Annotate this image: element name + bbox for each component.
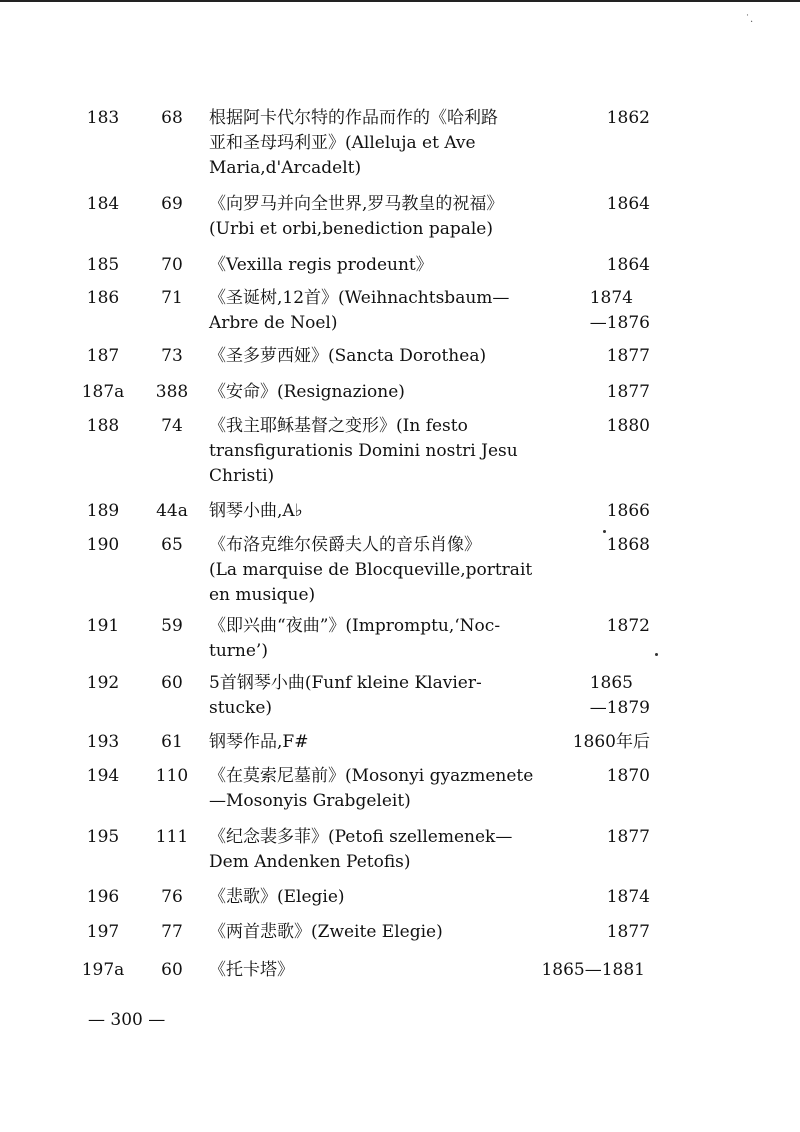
work-title: 《即兴曲“夜曲”》(Impromptu,‘Noc- turne’) — [209, 616, 501, 661]
work-title: 5首钢琴小曲(Funf kleine Klavier- stucke) — [209, 673, 482, 718]
catalog-number: 188 — [86, 416, 120, 436]
work-title: 《安命》(Resignazione) — [209, 382, 405, 402]
work-date: 1864 — [606, 255, 650, 275]
work-title: 《圣诞树,12首》(Weihnachtsbaum— Arbre de Noel) — [209, 288, 510, 333]
secondary-number: 388 — [155, 382, 189, 402]
catalog-number: 196 — [86, 887, 120, 907]
catalog-number: 193 — [86, 732, 120, 752]
catalog-number: 192 — [86, 673, 120, 693]
work-date: 1865—1881 — [541, 960, 645, 980]
secondary-number: 74 — [161, 416, 183, 436]
secondary-number: 68 — [161, 108, 183, 128]
work-date: 1870 — [606, 766, 650, 786]
catalog-number: 197a — [81, 960, 125, 980]
secondary-number: 60 — [161, 960, 183, 980]
catalog-number: 189 — [86, 501, 120, 521]
work-date: 1877 — [606, 827, 650, 847]
work-title: 《布洛克维尔侯爵夫人的音乐肖像》 (La marquise de Blocqueville,portrait en musique) — [209, 535, 533, 605]
work-title: 钢琴小曲,A♭ — [209, 501, 303, 521]
secondary-number: 59 — [161, 616, 183, 636]
secondary-number: 73 — [161, 346, 183, 366]
secondary-number: 65 — [161, 535, 183, 555]
secondary-number: 76 — [161, 887, 183, 907]
catalog-number: 185 — [86, 255, 120, 275]
work-title: 钢琴作品,F# — [209, 732, 309, 752]
work-date: 1866 — [606, 501, 650, 521]
catalog-number: 190 — [86, 535, 120, 555]
catalog-number: 187 — [86, 346, 120, 366]
secondary-number: 60 — [161, 673, 183, 693]
work-date: 1877 — [606, 922, 650, 942]
secondary-number: 69 — [161, 194, 183, 214]
work-title: 《纪念裴多菲》(Petofi szellemenek— Dem Andenken Petofis) — [209, 827, 513, 872]
scan-speck — [655, 653, 658, 656]
secondary-number: 44a — [156, 501, 188, 521]
secondary-number: 110 — [155, 766, 189, 786]
work-title: 《向罗马并向全世界,罗马教皇的祝福》 (Urbi et orbi,benediction papale) — [209, 194, 504, 239]
catalog-number: 186 — [86, 288, 120, 308]
top-rule — [0, 0, 800, 2]
work-date: 1864 — [606, 194, 650, 214]
work-date: 1865 —1879 — [589, 673, 650, 718]
work-title: 《我主耶稣基督之变形》(In festo transfigurationis Domini nostri Jesu Christi) — [209, 416, 518, 486]
work-date: 1860年后 — [572, 732, 650, 752]
work-title: 《在莫索尼墓前》(Mosonyi gyazmenete —Mosonyis Grabgeleit) — [209, 766, 534, 811]
work-title: 《两首悲歌》(Zweite Elegie) — [209, 922, 443, 942]
work-date: 1872 — [606, 616, 650, 636]
catalog-number: 191 — [86, 616, 120, 636]
catalog-number: 195 — [86, 827, 120, 847]
catalog-number: 194 — [86, 766, 120, 786]
catalog-number: 183 — [86, 108, 120, 128]
work-title: 《圣多萝西娅》(Sancta Dorothea) — [209, 346, 487, 366]
secondary-number: 77 — [161, 922, 183, 942]
work-date: 1868 — [606, 535, 650, 555]
work-date: 1880 — [606, 416, 650, 436]
secondary-number: 61 — [161, 732, 183, 752]
scan-speck — [603, 530, 606, 533]
work-title: 《Vexilla regis prodeunt》 — [209, 255, 433, 275]
scan-speck: ˙. — [745, 14, 754, 25]
work-title: 《悲歌》(Elegie) — [209, 887, 345, 907]
work-date: 1877 — [606, 382, 650, 402]
secondary-number: 70 — [161, 255, 183, 275]
work-date: 1877 — [606, 346, 650, 366]
catalog-number: 187a — [81, 382, 125, 402]
catalog-number: 197 — [86, 922, 120, 942]
work-date: 1874 —1876 — [589, 288, 650, 333]
work-date: 1862 — [606, 108, 650, 128]
work-title: 根据阿卡代尔特的作品而作的《哈利路 亚和圣母玛利亚》(Alleluja et Ave Maria,d'Arcadelt) — [209, 108, 498, 178]
work-date: 1874 — [606, 887, 650, 907]
work-title: 《托卡塔》 — [209, 960, 294, 980]
page-number: — 300 — — [88, 1010, 166, 1030]
secondary-number: 71 — [161, 288, 183, 308]
secondary-number: 111 — [155, 827, 189, 847]
catalog-number: 184 — [86, 194, 120, 214]
